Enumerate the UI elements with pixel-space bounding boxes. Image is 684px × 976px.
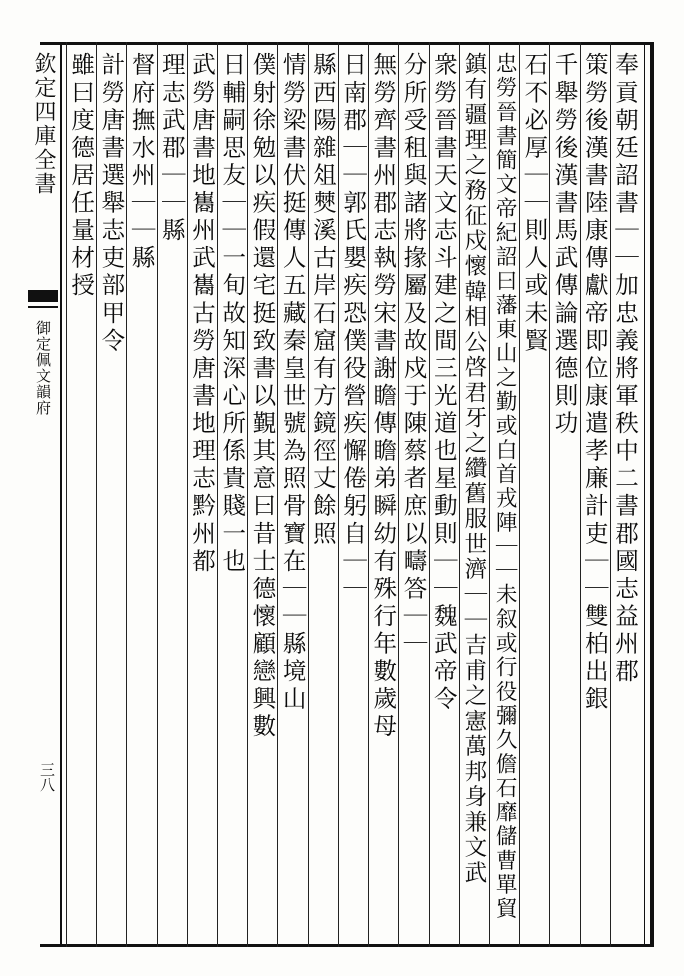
- text-column: [520, 52, 548, 937]
- text-column: [67, 52, 95, 937]
- column-text: 武勞唐書地: [188, 52, 217, 190]
- column-rule: [217, 42, 218, 947]
- column-text: 千舉勞後漢書馬武傳論選德則功: [550, 52, 579, 438]
- column-text: 分所受租與諸將掾屬及故戍于陳蔡者庶以疇答｜｜: [399, 52, 428, 659]
- column-text: 理志武: [157, 52, 186, 135]
- column-text: 石不必厚｜｜則人或未賢: [520, 52, 549, 356]
- column-text: 郡｜｜縣: [157, 134, 186, 245]
- text-column: [339, 52, 367, 937]
- column-text: 雖曰度德居任量材授: [67, 52, 96, 301]
- column-text: 僕射徐勉以: [248, 52, 277, 190]
- column-text: 執勞宋書謝瞻傳瞻弟瞬幼有殊行年數歲母: [369, 244, 398, 742]
- text-column: [309, 52, 337, 937]
- column-rule: [187, 42, 188, 947]
- text-column: [127, 52, 155, 937]
- text-column: [278, 52, 306, 937]
- fish-tail-line: [28, 306, 58, 308]
- column-text: 郭氏嬰疾恐僕役營疾懈倦躬自｜｜: [339, 189, 368, 604]
- column-rule: [247, 42, 248, 947]
- column-text: 衆勞晉書天文志斗建之間三光道也星動則｜｜魏武帝令: [429, 52, 458, 714]
- column-text: 無勞齊書州郡志: [369, 52, 398, 245]
- margin-head-title: 欽定四庫全書: [31, 52, 56, 196]
- column-rule: [519, 42, 520, 947]
- column-text: 奉貢朝廷詔書｜｜加忠義將軍秩中二: [610, 52, 639, 493]
- column-rule: [459, 42, 460, 947]
- text-column: [430, 52, 458, 937]
- column-text: 計勞唐書選舉志吏部甲令: [97, 52, 126, 356]
- column-rule: [66, 42, 67, 947]
- text-column: [97, 52, 125, 937]
- column-text: 情勞梁書伏挺傳: [278, 52, 307, 245]
- text-column: [581, 52, 609, 937]
- column-text: 巂州武巂古勞唐書地理志黔州都: [188, 189, 217, 576]
- column-text: 鎮有疆理之務征戍懷: [460, 52, 487, 280]
- column-rule: [429, 42, 430, 947]
- column-text: ｜｜雙柏出銀: [580, 548, 609, 714]
- frame-top-rule: [40, 42, 652, 45]
- column-text: 日輔嗣思友｜｜一旬故知深心所係貴賤一也: [218, 52, 247, 576]
- text-column: [369, 52, 397, 937]
- column-text: 縣西陽雜俎僰溪古岸石窟有方鏡徑丈餘照: [308, 52, 337, 549]
- column-text: 策勞後漢書陸康傳獻帝即位康遣孝廉計吏: [580, 52, 609, 549]
- column-rule: [610, 42, 611, 947]
- column-text: 韓相公啓君牙之纘舊服世濟｜｜吉甫之憲萬邦身兼文武: [460, 279, 487, 886]
- column-text: 人五藏秦皇世號為照骨寶在｜｜縣境山: [278, 244, 307, 714]
- column-rule: [580, 42, 581, 947]
- text-column: [218, 52, 246, 937]
- leaf-number: 三八: [38, 762, 56, 792]
- column-rule: [368, 42, 369, 947]
- column-text: 日南郡｜｜: [339, 52, 368, 190]
- column-rule: [549, 42, 550, 947]
- text-column: [399, 52, 427, 937]
- column-text: 督府撫水州｜｜縣: [127, 52, 156, 273]
- frame-bottom-rule: [40, 944, 652, 947]
- text-column: [460, 52, 488, 937]
- column-text: 疾假還宅挺致書以覲其意曰昔士德懷顧戀興數: [248, 189, 277, 742]
- column-rule: [308, 42, 309, 947]
- frame-right-thin-rule: [644, 42, 645, 947]
- column-rule: [398, 42, 399, 947]
- text-column: [490, 52, 518, 937]
- column-rule: [338, 42, 339, 947]
- text-column: [550, 52, 578, 937]
- column-rule: [126, 42, 127, 947]
- column-rule: [489, 42, 490, 947]
- column-rule: [277, 42, 278, 947]
- column-rule: [96, 42, 97, 947]
- column-text: 忠勞晉書簡文帝紀詔曰藩: [492, 52, 518, 318]
- text-column: [158, 52, 186, 937]
- column-rule: [157, 42, 158, 947]
- text-column: [248, 52, 276, 937]
- column-text: 東山之勤或白首戎陣｜｜未叙或行役彌久儋石靡儲曹單貿: [492, 317, 518, 922]
- frame-left-rule: [60, 42, 62, 947]
- text-column: [611, 52, 639, 937]
- fish-tail-mark: [28, 290, 58, 302]
- book-title: 御定佩文韻府: [34, 320, 52, 416]
- column-text: 書郡國志益州郡: [610, 492, 639, 686]
- text-column: [188, 52, 216, 937]
- frame-right-rule: [650, 42, 654, 947]
